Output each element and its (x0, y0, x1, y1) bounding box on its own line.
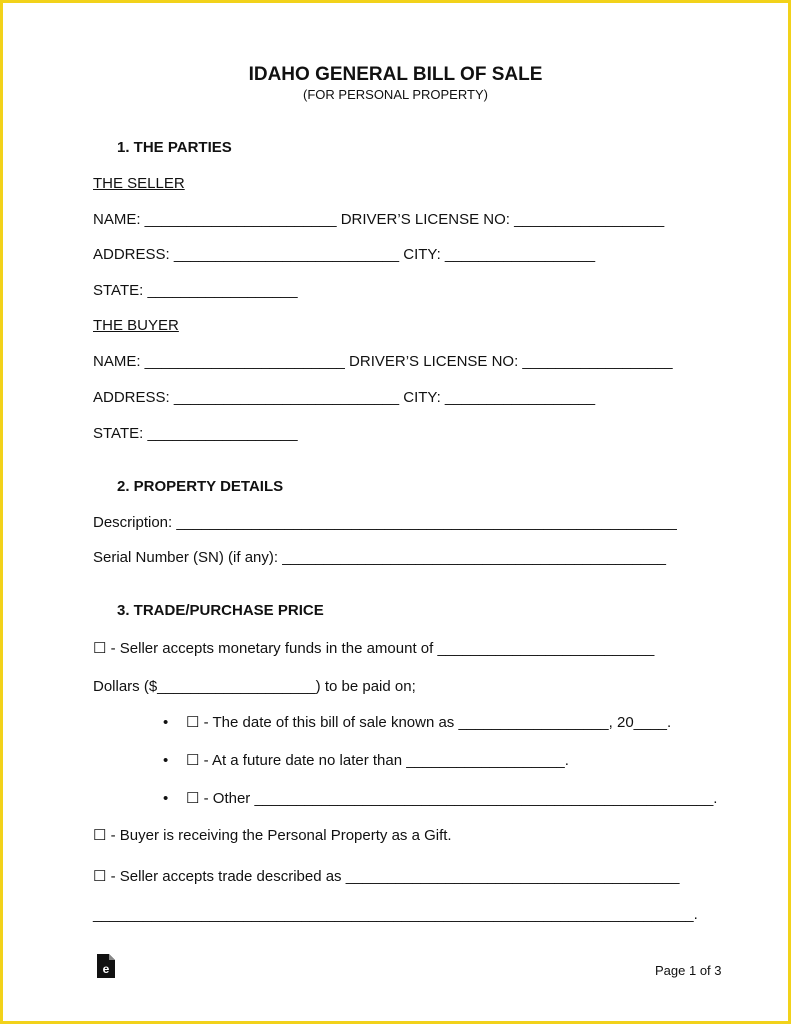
option-other[interactable]: ☐ - Other _______________________________________________________. (186, 790, 718, 807)
dollars-amount-field[interactable]: Dollars ($___________________) to be paid on; (93, 678, 416, 695)
page-number: Page 1 of 3 (655, 963, 722, 978)
trade-checkbox-line[interactable]: ☐ - Seller accepts trade described as ________________________________________ (93, 868, 680, 885)
buyer-state-field[interactable]: STATE: __________________ (93, 425, 298, 442)
eforms-logo-icon (97, 954, 115, 978)
seller-label: THE SELLER (93, 175, 185, 192)
bullet-marker: • (163, 790, 169, 807)
option-future-date[interactable]: ☐ - At a future date no later than ___________________. (186, 752, 569, 769)
serial-number-field[interactable]: Serial Number (SN) (if any): ______________________________________________ (93, 549, 666, 566)
seller-name-field[interactable]: NAME: _______________________ DRIVER’S LICENSE NO: __________________ (93, 211, 665, 228)
section-heading-price: 3. TRADE/PURCHASE PRICE (117, 602, 324, 619)
seller-address-field[interactable]: ADDRESS: ___________________________ CITY: __________________ (93, 246, 596, 263)
description-field[interactable]: Description: ____________________________________________________________ (93, 514, 677, 531)
section-heading-parties: 1. THE PARTIES (117, 139, 232, 156)
document-title: IDAHO GENERAL BILL OF SALE (248, 64, 543, 85)
trade-description-continuation[interactable]: ________________________________________________________________________. (93, 906, 698, 923)
bullet-marker: • (163, 752, 169, 769)
bullet-marker: • (163, 714, 169, 731)
buyer-name-field[interactable]: NAME: ________________________ DRIVER’S LICENSE NO: __________________ (93, 353, 673, 370)
option-bill-of-sale-date[interactable]: ☐ - The date of this bill of sale known as __________________, 20____. (186, 714, 672, 731)
document-subtitle: (FOR PERSONAL PROPERTY) (303, 87, 488, 102)
buyer-label: THE BUYER (93, 317, 179, 334)
buyer-address-field[interactable]: ADDRESS: ___________________________ CITY: __________________ (93, 389, 596, 406)
seller-state-field[interactable]: STATE: __________________ (93, 282, 298, 299)
gift-checkbox-line[interactable]: ☐ - Buyer is receiving the Personal Property as a Gift. (93, 827, 452, 844)
svg-text:e: e (102, 962, 110, 976)
monetary-funds-checkbox-line[interactable]: ☐ - Seller accepts monetary funds in the amount of __________________________ (93, 640, 655, 657)
section-heading-property: 2. PROPERTY DETAILS (117, 478, 284, 495)
